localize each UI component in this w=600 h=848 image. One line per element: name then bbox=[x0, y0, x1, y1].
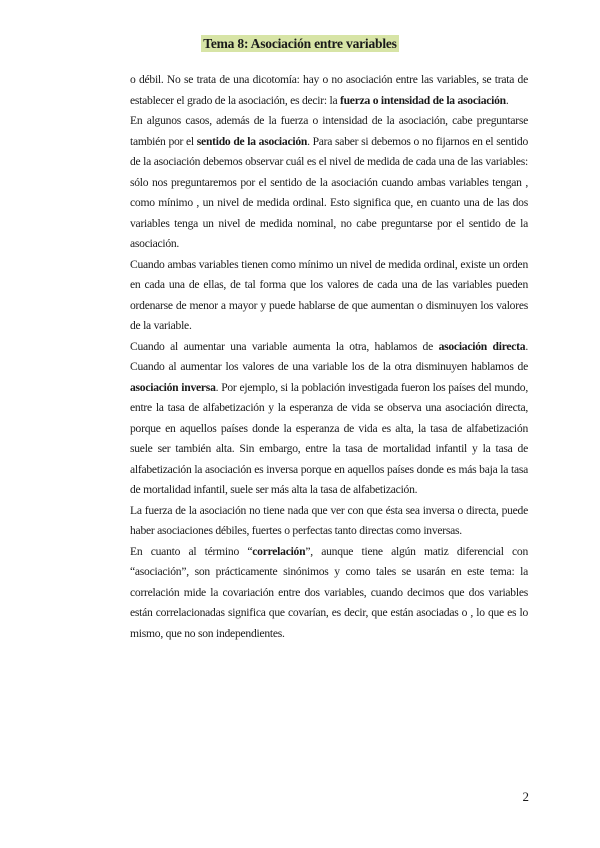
document-body bbox=[130, 70, 528, 644]
page-title bbox=[0, 36, 600, 52]
bold-text-run: correlación bbox=[252, 544, 306, 558]
text-run: La fuerza de la asociación no tiene nada que ver con que ésta sea inversa o directa, puede haber asociaciones débiles, fuertes o perfectas tanto directas como inversas. bbox=[130, 503, 528, 537]
text-run: Cuando al aumentar una variable aumenta la otra, hablamos de bbox=[130, 339, 439, 353]
paragraph bbox=[130, 542, 528, 645]
bold-text-run: sentido de la asociación bbox=[196, 134, 308, 148]
text-run: . bbox=[505, 93, 509, 107]
text-run: ”, aunque tiene algún matiz diferencial con “asociación”, son prácticamente sinónimos y como tales se usarán en este tema: la correlación mide la covariación entre dos variables, cuando decimos que dos variables están correlacionadas significa que covarían, es decir, que están asociadas o , lo que es lo mismo, que no son independientes. bbox=[130, 544, 529, 640]
bold-text-run: asociación directa bbox=[438, 339, 526, 353]
paragraph bbox=[130, 337, 528, 501]
text-run: Cuando ambas variables tienen como mínimo un nivel de medida ordinal, existe un orden en cada una de ellas, de tal forma que los valores de cada una de las variables pueden ordenarse de menor a mayor y puede hablarse de que aumentan o disminuyen los valores de la variable. bbox=[130, 257, 528, 332]
paragraph bbox=[130, 70, 528, 111]
paragraph bbox=[130, 255, 528, 337]
paragraph bbox=[130, 501, 528, 542]
page-title-text: Tema 8: Asociación entre variables bbox=[203, 36, 397, 51]
paragraph bbox=[130, 111, 528, 255]
text-run: . Para saber si debemos o no fijarnos en el sentido de la asociación debemos observar cuál es el nivel de medida de cada una de las variables: sólo nos preguntaremos por el sentido de la asociación cuando ambas variables tengan , como mínimo , un nivel de medida ordinal. Esto significa que, en cuanto una de las dos variables tenga un nivel de medida nominal, no cabe preguntarse por el sentido de la asociación. bbox=[130, 134, 528, 250]
text-run: . Por ejemplo, si la población investigada fueron los países del mundo, entre la tasa de alfabetización y la esperanza de vida se observa una asociación directa, porque en aquellos países donde la esperanza de vida es alta, la tasa de alfabetización suele ser también alta. Sin embargo, entre la tasa de mortalidad infantil y la tasa de alfabetización la asociación es inversa porque en aquellos países donde es más baja la tasa de mortalidad infantil, suele ser más alta la tasa de alfabetización. bbox=[130, 380, 528, 496]
text-run: En algunos casos, además de la fuerza o intensidad de la asociación, cabe preguntarse también por el bbox=[130, 114, 528, 148]
text-run: . Cuando al aumentar los valores de una variable los de la otra disminuyen hablamos de bbox=[130, 339, 528, 373]
text-run: o débil. No se trata de una dicotomía: hay o no asociación entre las variables, se trata de establecer el grado de la asociación, es decir: la bbox=[130, 73, 528, 107]
page-number: 2 bbox=[522, 789, 529, 804]
text-run: En cuanto al término “ bbox=[130, 544, 253, 558]
bold-text-run: asociación inversa bbox=[130, 380, 216, 394]
bold-text-run: fuerza o intensidad de la asociación bbox=[340, 93, 506, 107]
